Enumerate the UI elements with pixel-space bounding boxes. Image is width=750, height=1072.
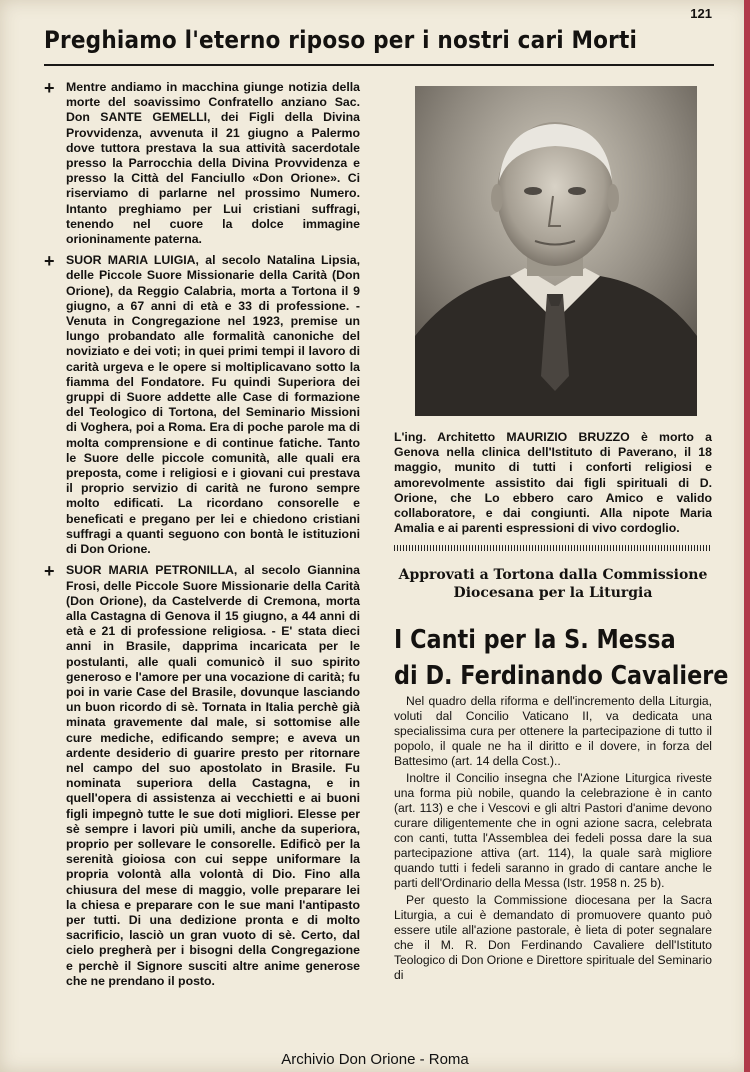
portrait-illustration: [415, 86, 697, 416]
photo-caption: L'ing. Architetto MAURIZIO BRUZZO è morto a Genova nella clinica dell'Istituto di Paverano, il 18 maggio, munito di tutti i conforti religiosi e amorevolmente assistito dai figli spirituali di D. Orione, che Lo ebbero caro Amico e valido collaboratore, e dai congiunti. Alla nipote Maria Amalia e ai parenti espressioni di vivo cordoglio.: [394, 430, 712, 536]
binding-edge: [744, 0, 750, 1072]
page-number: 121: [690, 6, 712, 21]
entry-text: Mentre andiamo in macchina giunge notizia della morte del soavissimo Confratello anziano Sac. Don SANTE GEMELLI, dei Figli della Divina Provvidenza, avvenuta il 21 giugno a Palermo dove tuttora prestava la sua attività sacerdotale presso la Parrocchia della Divina Provvidenza e presso la Città del Fanciullo «Don Orione». Ci riserviamo di parlarne nel prossimo Numero. Intanto preghiamo per Lui cristiani suffragi, tenendo nel cuore la dolce immagine orioninamente paterna.: [66, 80, 360, 247]
entry-text: SUOR MARIA PETRONILLA, al secolo Giannina Frosi, delle Piccole Suore Missionarie della Carità (Don Orione), da Castelverde di Cremona, morta alla Castagna di Genova il 15 giugno, a 44 anni di età e 21 di professione religiosa. - E' stata dieci anni in Brasile, dapprima incaricata per le postulanti, alle quali comunicò il suo spirito generoso e l'amore per una vocazione di carità; fu poi in varie Case del Brasile, dovunque lasciando un buon ricordo di sè. Tornata in Italia perchè già minata gravemente dal male, si sottomise alle cure mediche, edificando sempre; e aveva un ardente desiderio di guarire presto per ritornare nel campo del suo apostolato in Brasile. Fu nominata superiora della Castagna, e in quell'opera di assistenza ai vecchietti e ai buoni figli impegnò tutte le sue doti migliori. Elesse per sè sempre i lavori più umili, anche da superiora, proprio per sollevare le consorelle. Edificò per la serenità gioiosa con cui seppe uniformare la propria volontà alla volontà di Dio. Fino alla chiusura del mese di maggio, volle preparare lei la chiesa e preparare con le sue mani l'antipasto per tutti. Di una dedizione pronta e di molto sacrificio, lasciò un gran vuoto di sè. Certo, dal cielo pregherà per i bisogni della Congregazione e perchè il Signore susciti altre anime generose che ne prendano il posto.: [66, 563, 360, 988]
obituary-entry: [44, 253, 360, 557]
article-body: [394, 694, 712, 985]
portrait-photo: [415, 86, 697, 416]
article-paragraph: Nel quadro della riforma e dell'incremento della Liturgia, voluti dal Concilio Vaticano II, va dedicata una specialissima cura per ottenere la partecipazione di tutto il popolo, il quale ne ha il diritto e il dovere, in forza del Battesimo (art. 14 della Cost.)..: [394, 694, 712, 768]
page-title: Preghiamo l'eterno riposo per i nostri cari Morti: [44, 26, 638, 54]
decorative-rule: [394, 545, 710, 551]
left-column: [44, 80, 360, 995]
entry-text: SUOR MARIA LUIGIA, al secolo Natalina Lipsia, delle Piccole Suore Missionarie della Carità (Don Orione), da Reggio Calabria, morta a Tortona il 9 giugno, a 67 anni di età e 33 di professione. - Venuta in Congregazione nel 1923, premise un lungo probandato alle formalità canoniche del noviziato e dei voti; in quei primi tempi il lavoro di carità urgeva e le opere si moltiplicavano sotto la fiamma del Fondatore. Fu quindi Superiora dei gruppi di Suore addette alle Case di formazione del Teologico di Tortona, del Seminario Missioni di Voghera, poi a Roma. Era di poche parole ma di molta comprensione e di continue fatiche. Tanto le Suore delle piccole comunità, alle quali era preposta, come i religiosi e i giovani cui prestava il proprio servizio di carità ne furono sempre molto edificati. La ricordano consorelle e beneficati e pregano per lei e chiedono cristiani suffragi a quanti seguono con bontà le istituzioni di Don Orione.: [66, 253, 360, 557]
article-paragraph: Inoltre il Concilio insegna che l'Azione Liturgica riveste una forma più nobile, quando la celebrazione è in canto (art. 113) e che i Vescovi e gli altri Pastori d'anime devono curare diligentemente che in ogni azione sacra, celebrata con canti, tutta l'Assemblea dei fedeli possa dare la sua partecipazione attiva (art. 114), la quale sarà migliore quando tutti i fedeli saranno in grado di cantare anche le parti dell'Ordinario della Messa (Istr. 1958 n. 25 b).: [394, 771, 712, 890]
cross-icon: +: [44, 78, 55, 98]
article-title: I Canti per la S. Messa di D. Ferdinando Cavaliere: [394, 625, 729, 691]
cross-icon: +: [44, 251, 55, 272]
obituary-entry: [44, 563, 360, 989]
article-subheading: Approvati a Tortona dalla Commissione Diocesana per la Liturgia: [398, 567, 708, 601]
title-rule: [44, 64, 714, 66]
article-paragraph: Per questo la Commissione diocesana per la Sacra Liturgia, a cui è demandato di promuovere quanto può essere utile all'azione pastorale, è lieta di poter segnalare che il M. R. Don Ferdinando Cavaliere dell'Istituto Teologico di Don Orione e Direttore spirituale del Seminario di: [394, 893, 712, 982]
archive-footer: Archivio Don Orione - Roma: [281, 1051, 469, 1068]
cross-icon: +: [44, 561, 55, 582]
obituary-entry: [44, 80, 360, 247]
